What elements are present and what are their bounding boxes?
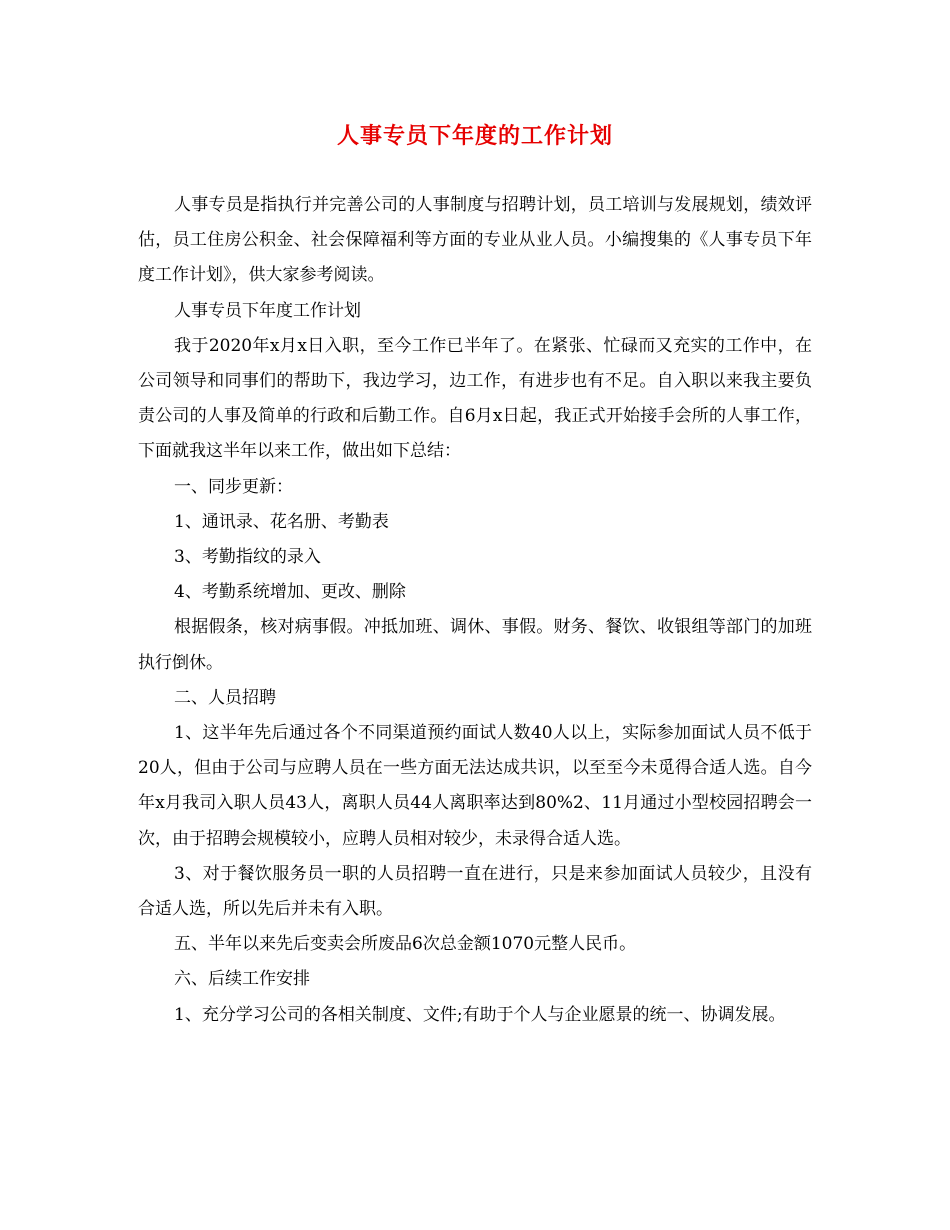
- document-body: [138, 188, 812, 1033]
- document-title: 人事专员下年度的工作计划: [336, 123, 613, 149]
- list-item: 1、通讯录、花名册、考勤表: [174, 511, 389, 532]
- paragraph-intro: 人事专员是指执行并完善公司的人事制度与招聘计划，员工培训与发展规划，绩效评估，员工住房公积金、社会保障福利等方面的专业从业人员。小编搜集的《人事专员下年度工作计划》，供大家参考阅读。: [138, 195, 812, 286]
- paragraph-recruitment-3: 3、对于餐饮服务员一职的人员招聘一直在进行，只是来参加面试人员较少，且没有合适人选，所以先后并未有入职。: [138, 863, 812, 920]
- list-item: 3、考勤指纹的录入: [174, 547, 321, 568]
- paragraph-followup-1: 1、充分学习公司的各相关制度、文件;有助于个人与企业愿景的统一、协调发展。: [174, 1004, 786, 1025]
- list-item: 4、考勤系统增加、更改、删除: [174, 582, 406, 603]
- section-heading-followup: 六、后续工作安排: [174, 969, 310, 990]
- section-heading-recruitment: 二、人员招聘: [174, 687, 276, 708]
- paragraph-recruitment-1: 1、这半年先后通过各个不同渠道预约面试人数40人以上，实际参加面试人员不低于20人，但由于公司与应聘人员在一些方面无法达成共识，以至至今未觅得合适人选。自今年x月我司入职人员43人，离职人员44人离职率达到80%2、11月通过小型校园招聘会一次，由于招聘会规模较小，应聘人员相对较少，未录得合适人选。: [138, 723, 812, 849]
- paragraph-subtitle: 人事专员下年度工作计划: [174, 300, 361, 321]
- paragraph-leave: 根据假条，核对病事假。冲抵加班、调休、事假。财务、餐饮、收银组等部门的加班执行倒休。: [138, 617, 812, 673]
- paragraph-summary: 我于2020年x月x日入职，至今工作已半年了。在紧张、忙碌而又充实的工作中，在公司领导和同事们的帮助下，我边学习，边工作，有进步也有不足。自入职以来我主要负责公司的人事及简单的行政和后勤工作。自6月x日起，我正式开始接手会所的人事工作，下面就我这半年以来工作，做出如下总结：: [138, 335, 812, 462]
- section-heading-sync: 一、同步更新：: [174, 476, 293, 497]
- section-heading-scrap: 五、半年以来先后变卖会所废品6次总金额1070元整人民币。: [174, 934, 637, 955]
